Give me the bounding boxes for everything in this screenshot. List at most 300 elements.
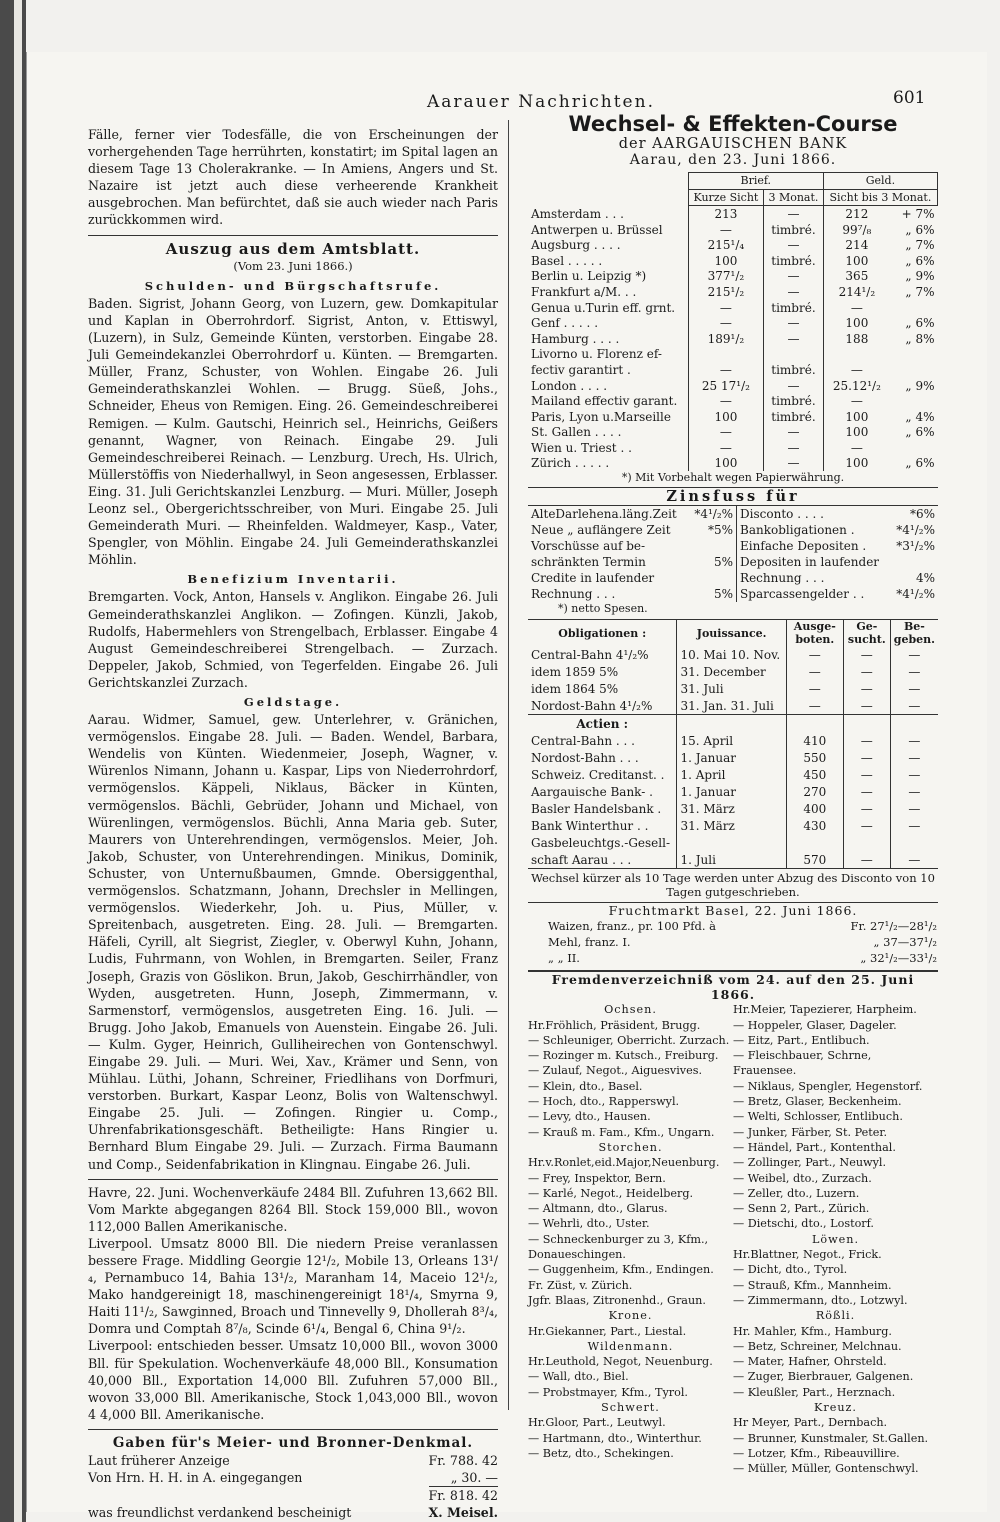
havre-report: Havre, 22. Juni. Wochenverkäufe 2484 Bll. Zufuhren 13,662 Bll. Vom Markte abgegangen 8264 Bll. Stock 159,000 Bll., wovon 112,000 Ballen Amerikanische. bbox=[88, 1184, 498, 1234]
rate-kurz: 215¹/₄ bbox=[688, 237, 763, 253]
security-jouissance: 1. Januar bbox=[677, 749, 786, 766]
actien-row bbox=[528, 834, 938, 851]
column-rule bbox=[508, 120, 509, 1410]
rate-place: Frankfurt a/M. . . bbox=[528, 284, 688, 300]
actien-row bbox=[528, 749, 938, 766]
fruchtmarkt-row bbox=[528, 918, 938, 934]
wechsel-note: Wechsel kürzer als 10 Tage werden unter Abzug des Disconto von 10 Tagen gutgeschrieben. bbox=[528, 868, 938, 899]
divider bbox=[88, 1179, 498, 1180]
interest-row bbox=[528, 554, 938, 570]
rate-percent: „ 6% bbox=[905, 253, 935, 268]
rate-row bbox=[528, 378, 938, 394]
fruchtmarkt-price: „ 37—37¹/₂ bbox=[873, 935, 937, 950]
security-gesucht bbox=[843, 834, 890, 851]
security-ausgeboten: 270 bbox=[786, 783, 843, 800]
guest-entry: Hr.Giekanner, Part., Liestal. bbox=[528, 1324, 687, 1338]
rate-kurz: 189¹/₂ bbox=[688, 331, 763, 347]
guest-entry: — Zimmermann, dto., Lotzwyl. bbox=[733, 1293, 908, 1307]
rate-place: Basel . . . . . bbox=[528, 253, 688, 269]
actien-row bbox=[528, 732, 938, 749]
security-gesucht: — bbox=[843, 851, 890, 868]
rate-row bbox=[528, 456, 938, 472]
security-name: schaft Aarau . . . bbox=[528, 851, 677, 868]
guest-entry: Donaueschingen. bbox=[528, 1248, 626, 1262]
fruchtmarkt-item: Mehl, franz. I. bbox=[548, 935, 631, 950]
obligation-row bbox=[528, 680, 938, 697]
rate-kurz: 100 bbox=[688, 456, 763, 472]
rate-row bbox=[528, 315, 938, 331]
sicht3-header: Sicht bis 3 Monat. bbox=[823, 189, 937, 206]
interest-value: *4¹/₂% bbox=[689, 506, 737, 523]
interest-row bbox=[528, 506, 938, 523]
interest-label: Depositen in laufender bbox=[740, 555, 880, 570]
donation-total: Fr. 818. 42 bbox=[428, 1487, 498, 1503]
interest-label: Neue „ auflängere Zeit bbox=[531, 523, 671, 538]
security-name: Basler Handelsbank . bbox=[528, 800, 677, 817]
rate-geld: — bbox=[850, 300, 863, 315]
rate-3mon: timbré. bbox=[764, 362, 824, 378]
rate-row bbox=[528, 300, 938, 316]
rate-percent bbox=[890, 300, 938, 316]
obligation-row bbox=[528, 646, 938, 663]
security-begeben bbox=[890, 834, 938, 851]
exchange-rates-table bbox=[528, 172, 938, 471]
guest-entry: — Händel, Part., Kontenthal. bbox=[733, 1140, 896, 1154]
security-name: Bank Winterthur . . bbox=[528, 817, 677, 834]
rate-percent: „ 9% bbox=[905, 378, 935, 393]
donations-section bbox=[88, 1435, 498, 1521]
interest-value: *3¹/₂% bbox=[896, 539, 935, 554]
security-ausgeboten: — bbox=[786, 680, 843, 697]
actien-row bbox=[528, 800, 938, 817]
rate-percent: „ 7% bbox=[905, 238, 935, 253]
fruchtmarkt-row bbox=[528, 934, 938, 950]
rates-footnote: *) Mit Vorbehalt wegen Papierwährung. bbox=[621, 471, 845, 485]
guest-entry: — Mater, Hafner, Ohrsteld. bbox=[733, 1355, 887, 1369]
guest-entry: Hr.Meier, Tapezierer, Harpheim. bbox=[733, 1003, 917, 1017]
guest-entry: — Lotzer, Kfm., Ribeauvillire. bbox=[733, 1446, 900, 1460]
zins-title: Zinsfuss für bbox=[666, 488, 800, 506]
guest-entry: — Strauß, Kfm., Mannheim. bbox=[733, 1278, 892, 1292]
security-jouissance: 15. April bbox=[677, 732, 786, 749]
rate-kurz: — bbox=[688, 315, 763, 331]
rate-percent: „ 7% bbox=[905, 284, 935, 299]
fruchtmarkt-table bbox=[528, 918, 938, 966]
security-name: Schweiz. Creditanst. . bbox=[528, 766, 677, 783]
rate-3mon: — bbox=[764, 425, 824, 441]
security-begeben: — bbox=[908, 750, 921, 765]
rate-3mon: timbré. bbox=[764, 222, 824, 238]
interest-value: 5% bbox=[689, 586, 737, 602]
security-begeben: — bbox=[908, 664, 921, 679]
security-ausgeboten: — bbox=[786, 697, 843, 715]
hotel-heading: Storchen. bbox=[598, 1140, 663, 1154]
rate-place: Antwerpen u. Brüssel bbox=[528, 222, 688, 238]
guest-entry: — Fleischbauer, Schrne, Frauensee. bbox=[733, 1049, 872, 1078]
security-jouissance: 1. Januar bbox=[677, 783, 786, 800]
rate-row bbox=[528, 362, 938, 378]
rate-3mon: — bbox=[764, 456, 824, 472]
security-jouissance: 1. Juli bbox=[677, 851, 786, 868]
obligation-row bbox=[528, 663, 938, 680]
guest-entry: Hr.Blattner, Negot., Frick. bbox=[733, 1248, 882, 1262]
rate-row bbox=[528, 206, 938, 222]
page-header-title: Aarauer Nachrichten. bbox=[427, 92, 655, 112]
rate-3mon: timbré. bbox=[764, 409, 824, 425]
guest-entry: — Schleuniger, Oberricht. Zurzach. bbox=[528, 1033, 730, 1047]
security-name: Central-Bahn . . . bbox=[528, 732, 677, 749]
guest-entry: — Altmann, dto., Glarus. bbox=[528, 1202, 668, 1216]
guest-entry: — Bretz, Glaser, Beckenheim. bbox=[733, 1095, 902, 1109]
interest-value: *4¹/₂% bbox=[896, 523, 935, 538]
security-begeben: — bbox=[908, 801, 921, 816]
security-gesucht: — bbox=[843, 766, 890, 783]
guest-entry: — Hartmann, dto., Winterthur. bbox=[528, 1431, 702, 1445]
rate-row bbox=[528, 331, 938, 347]
interest-row bbox=[528, 538, 938, 554]
actien-row bbox=[528, 766, 938, 783]
guest-entry: — Zulauf, Negot., Aiguesvives. bbox=[528, 1064, 703, 1078]
security-jouissance: 31. December bbox=[677, 663, 786, 680]
geldstage-text: Aarau. Widmer, Samuel, gew. Unterlehrer, v. Gränichen, vermögenslos. Eingabe 28. Juli. — Baden. Wendel, Barbara, Wendelis von Künten. Wiedenmeier, Joseph, Wagner, v. Würenlos Nimann, Johann u. Kaspar, Lips von Niederrohrdorf, vermögenslos. Käppeli, Niklaus, Bäcker in Künten, vermögenslos. Bächli, Gebrüder, Johann und Michael, von Würenlingen, vermögenslos. Büchli, Anna Maria geb. Suter, Maurers von Unterehrendingen, vermögenslos. Meier, Joh. Jakob, Schuster, von Unterehrendingen. Minikus, Dominik, Schuster, von Unternußbaumen, Gmnde. Obersiggenthal, vermögenslos. Schatzmann, Johann, Drechsler in Mellingen, vermögenslos. Wiederkehr, Joh. u. Pius, Müller, v. Spreitenbach, ausgetreten. Eing. 28. Juli. — Bremgarten. Häfeli, Cyrill, alt Siegrist, Ziegler, v. Oberwyl Kuhn, Johann, Ludis, Fuhrmann, von Wohlen, in Bremgarten. Seiler, Franz Joseph, Grazis von Göslikon. Brun, Jakob, Geschirrhändler, von Wyden, ausgetreten. Hunn, Joseph, Zimmermann, v. Sarmenstorf, vermögenslos, ausgetreten Eing. 16. Juli. — Brugg. Joho Jakob, Emanuels von Auenstein. Eingabe 26. Juli. — Kulm. Gyger, Heinrich, Gulliheirechen von Gontenschwyl. Eingabe 29. Juli. — Muri. Wei, Xav., Krämer und Senn, von Mühlau. Lüthi, Johann, Schreiner, Friedlihans von Dorfmuri, verstorben. Burkart, Kaspar Leonz, Bolis von Waltenschwyl. Eingabe 25. Juli. — Zofingen. Ringier u. Comp., Uhrenfabrikationsgeschäft. Betheiligte: Hans Ringier u. Bernhard Blum Eingabe 29. Juli. — Zurzach. Firma Baumann und Comp., Seidenfabrikation in Klingnau. Eingabe 26. Juli. bbox=[88, 712, 498, 1172]
fremden-title: Fremdenverzeichniß vom 24. auf den 25. Juni 1866. bbox=[551, 972, 915, 1003]
rate-place: Paris, Lyon u.Marseille bbox=[528, 409, 688, 425]
guest-entry: — Zuger, Bierbrauer, Galgenen. bbox=[733, 1370, 914, 1384]
security-name: idem 1864 5% bbox=[528, 680, 677, 697]
brief-header: Brief. bbox=[688, 173, 823, 190]
schulden-text: Baden. Sigrist, Johann Georg, von Luzern, gew. Domkapitular und Kaplan in Oberrohrdorf. Sigrist, Anton, v. Ettiswyl, (Luzern), in Sulz, Gemeinde Künten, verstorben. Eingabe 28. Juli Gemeindekanzlei Oberrohrdorf u. Künten. — Bremgarten. Müller, Franz, Schuster, von Wohlen. Eingabe 26. Juli Gemeinderathskanzlei Wohlen. — Brugg. Süeß, Johs., Schneider, Eheus von Remigen. Eing. 26. Gemeindeschreiberei Remigen. — Kulm. Gautschi, Heinrich sel., Heinrichs, Geißers genannt, Wagner, von Reinach. Eingabe 29. Juli Gemeindeschreiberei Reinach. — Lenzburg. Urech, Hs. Ulrich, Müllerstöffis von Niederhallwyl, in Seon angesessen, Erblasser. Eing. 31. Juli Gerichtskanzlei Lenzburg. — Muri. Müller, Joseph Leonz sel., Obergerichtsschreiber, von Muri. Eingabe 25. Juli Gemeinderath Muri. — Rheinfelden. Waldmeyer, Kasp., Vater, Spengler, von Möhlin. Eingabe 24. Juli Gemeinderathskanzlei Möhlin. bbox=[88, 295, 498, 568]
benefizium-text: Bremgarten. Vock, Anton, Hansels v. Anglikon. Eingabe 26. Juli Gemeinderathskanzlei Anglikon. — Zofingen. Künzli, Jakob, Rudolfs, Habermehlers von Strengelbach, Erblasser. Eingabe 4 August Gemeindeschreiberei Strengelbach. — Zurzach. Deppeler, Jakob, Schmied, von Tegerfelden. Eingabe 26. Juli Gerichtskanzlei Zurzach. bbox=[88, 589, 498, 690]
interest-label: Sparcassengelder . . bbox=[740, 587, 865, 602]
rate-geld: 100 bbox=[845, 425, 869, 440]
security-name: Nordost-Bahn 4¹/₂% bbox=[528, 697, 677, 715]
rate-row bbox=[528, 284, 938, 300]
guest-entry: Hr Meyer, Part., Dernbach. bbox=[733, 1416, 888, 1430]
rate-3mon: — bbox=[764, 331, 824, 347]
guest-entry: — Betz, Schreiner, Melchnau. bbox=[733, 1339, 902, 1353]
donation-row: Von Hrn. H. H. in A. eingegangen „ 30. — bbox=[88, 1469, 498, 1485]
rate-percent: „ 6% bbox=[905, 222, 935, 237]
rate-place: Amsterdam . . . bbox=[528, 206, 688, 222]
exchange-title: Wechsel- & Effekten-Course bbox=[568, 112, 898, 136]
rate-row bbox=[528, 222, 938, 238]
security-name: Aargauische Bank- . bbox=[528, 783, 677, 800]
guest-entry: — Dietschi, dto., Lostorf. bbox=[733, 1217, 874, 1231]
security-jouissance: 31. Jan. 31. Juli bbox=[677, 697, 786, 715]
rate-geld bbox=[823, 347, 890, 363]
rate-place: fectiv garantirt . bbox=[528, 362, 688, 378]
guest-entry: Fr. Züst, v. Zürich. bbox=[528, 1278, 633, 1292]
guest-entry: — Hoppeler, Glaser, Dageler. bbox=[733, 1018, 897, 1032]
fruchtmarkt-row bbox=[528, 950, 938, 966]
security-ausgeboten: 430 bbox=[786, 817, 843, 834]
rate-kurz: 100 bbox=[688, 253, 763, 269]
security-name: Nordost-Bahn . . . bbox=[528, 749, 677, 766]
security-jouissance: 31. März bbox=[677, 817, 786, 834]
signature: X. Meisel. bbox=[428, 1504, 498, 1520]
security-gesucht: — bbox=[843, 817, 890, 834]
rate-place: St. Gallen . . . . bbox=[528, 425, 688, 441]
guest-entry: — Zeller, dto., Luzern. bbox=[733, 1186, 860, 1200]
rate-geld: 100 bbox=[845, 253, 869, 268]
zins-footnote: *) netto Spesen. bbox=[558, 602, 648, 616]
fruchtmarkt-item: „ „ II. bbox=[548, 951, 580, 966]
guest-entry: — Rozinger m. Kutsch., Freiburg. bbox=[528, 1049, 719, 1063]
rate-kurz: — bbox=[688, 425, 763, 441]
rate-3mon: — bbox=[764, 315, 824, 331]
amtsblatt-date: (Vom 23. Juni 1866.) bbox=[233, 258, 353, 273]
interest-label: AlteDarlehena.läng.Zeit bbox=[531, 507, 677, 522]
interest-value bbox=[891, 554, 938, 570]
rate-row bbox=[528, 237, 938, 253]
guest-entry: Hr.Gloor, Part., Leutwyl. bbox=[528, 1416, 666, 1430]
fruchtmarkt-price: „ 32¹/₂—33¹/₂ bbox=[860, 951, 937, 966]
guest-entry: — Schneckenburger zu 3, Kfm., bbox=[528, 1232, 709, 1246]
security-name: Gasbeleuchtgs.-Gesell- bbox=[528, 834, 677, 851]
interest-label: Bankobligationen . bbox=[740, 523, 855, 538]
amtsblatt-title: Auszug aus dem Amtsblatt. bbox=[165, 239, 421, 258]
guest-entry: — Müller, Müller, Gontenschwyl. bbox=[733, 1462, 919, 1476]
security-ausgeboten: 450 bbox=[786, 766, 843, 783]
rate-3mon: timbré. bbox=[764, 253, 824, 269]
security-name: idem 1859 5% bbox=[528, 663, 677, 680]
security-begeben: — bbox=[908, 681, 921, 696]
rate-percent: „ 6% bbox=[905, 425, 935, 440]
security-begeben: — bbox=[908, 698, 921, 713]
rate-row bbox=[528, 440, 938, 456]
rate-percent: „ 8% bbox=[905, 331, 935, 346]
fruchtmarkt-price: Fr. 27¹/₂—28¹/₂ bbox=[850, 919, 937, 934]
rate-percent bbox=[890, 393, 938, 409]
guest-entry: — Wehrli, dto., Uster. bbox=[528, 1217, 650, 1231]
guest-entry: — Kleußler, Part., Herznach. bbox=[733, 1385, 896, 1399]
rate-row bbox=[528, 425, 938, 441]
guest-entry: — Senn 2, Part., Zürich. bbox=[733, 1202, 870, 1216]
interest-value bbox=[689, 570, 737, 586]
rate-3mon: — bbox=[764, 284, 824, 300]
interest-value: *6% bbox=[909, 507, 935, 522]
rate-row bbox=[528, 253, 938, 269]
interest-value: 5% bbox=[689, 554, 737, 570]
interest-label: Rechnung . . . bbox=[740, 571, 825, 586]
rate-place: Genua u.Turin eff. grnt. bbox=[528, 300, 688, 316]
guest-entry: — Eitz, Part., Entlibuch. bbox=[733, 1033, 870, 1047]
rate-percent: „ 6% bbox=[905, 316, 935, 331]
guest-entry: — Wall, dto., Biel. bbox=[528, 1370, 629, 1384]
security-gesucht: — bbox=[843, 680, 890, 697]
rate-kurz: 100 bbox=[688, 409, 763, 425]
page-number: 601 bbox=[893, 88, 926, 108]
interest-label: Disconto . . . . bbox=[740, 507, 824, 522]
rate-3mon: — bbox=[764, 440, 824, 456]
security-gesucht: — bbox=[843, 697, 890, 715]
rate-3mon: — bbox=[764, 237, 824, 253]
rate-kurz bbox=[688, 347, 763, 363]
security-jouissance: 31. Juli bbox=[677, 680, 786, 697]
interest-table bbox=[528, 505, 938, 602]
security-jouissance: 31. März bbox=[677, 800, 786, 817]
security-ausgeboten: — bbox=[786, 646, 843, 663]
security-gesucht: — bbox=[843, 783, 890, 800]
security-gesucht: — bbox=[843, 646, 890, 663]
guest-entry: — Klein, dto., Basel. bbox=[528, 1079, 643, 1093]
security-gesucht: — bbox=[843, 663, 890, 680]
hotel-heading: Wildenmann. bbox=[587, 1339, 674, 1353]
right-column bbox=[528, 112, 938, 1476]
geldstage-heading: Geldstage. bbox=[243, 695, 343, 709]
bank-name: der AARGAUISCHEN BANK bbox=[618, 136, 848, 152]
security-begeben: — bbox=[908, 818, 921, 833]
security-ausgeboten bbox=[786, 834, 843, 851]
guest-entry: Hr.Leuthold, Negot, Neuenburg. bbox=[528, 1355, 713, 1369]
actien-row bbox=[528, 783, 938, 800]
rate-geld: — bbox=[850, 394, 863, 409]
rate-percent: „ 9% bbox=[905, 269, 935, 284]
interest-label: Rechnung . . . bbox=[531, 587, 616, 602]
guest-list-right bbox=[733, 1002, 938, 1476]
security-ausgeboten: 570 bbox=[786, 851, 843, 868]
rate-kurz: 213 bbox=[688, 206, 763, 222]
hotel-heading: Krone. bbox=[608, 1309, 653, 1323]
donation-footer: was freundlichst verdankend bescheinigt X. Meisel. bbox=[88, 1504, 498, 1520]
rate-kurz: — bbox=[688, 440, 763, 456]
interest-value: *5% bbox=[689, 522, 737, 538]
rate-place: Hamburg . . . . bbox=[528, 331, 688, 347]
cholera-report: Fälle, ferner vier Todesfälle, die von Erscheinungen der vorhergehenden Tage herrührten, konstatirt; im Spital lagen an diesem Tage 13 Cholerakranke. — In Amiens, Angers und St. Nazaire ist jetzt auch diese verheerende Krankheit ausgebrochen. Man befürchtet, daß sie auch wieder nach Paris zurückkommen wird. bbox=[88, 127, 498, 228]
security-ausgeboten: — bbox=[786, 663, 843, 680]
guest-entry: — Levy, dto., Hausen. bbox=[528, 1110, 651, 1124]
rate-row bbox=[528, 393, 938, 409]
rate-percent bbox=[890, 347, 938, 363]
hotel-heading: Ochsen. bbox=[604, 1003, 657, 1017]
rate-3mon: — bbox=[764, 269, 824, 285]
guest-entry: — Frey, Inspektor, Bern. bbox=[528, 1171, 666, 1185]
rate-kurz: 215¹/₂ bbox=[688, 284, 763, 300]
rate-place: Genf . . . . . bbox=[528, 315, 688, 331]
guest-entry: — Betz, dto., Schekingen. bbox=[528, 1446, 674, 1460]
guest-entry: — Krauß m. Fam., Kfm., Ungarn. bbox=[528, 1125, 715, 1139]
rate-geld: 99⁷/₈ bbox=[842, 222, 872, 237]
guest-entry: — Welti, Schlosser, Entlibuch. bbox=[733, 1110, 903, 1124]
rate-3mon: — bbox=[764, 378, 824, 394]
rate-percent: „ 4% bbox=[905, 409, 935, 424]
donation-row: Laut früherer Anzeige Fr. 788. 42 bbox=[88, 1452, 498, 1468]
benefizium-heading: Benefizium Inventarii. bbox=[187, 572, 399, 587]
guest-entry: — Niklaus, Spengler, Hegenstorf. bbox=[733, 1079, 923, 1093]
guest-entry: Hr.v.Ronlet,eid.Major,Neuenburg. bbox=[528, 1156, 720, 1170]
binding-shadow bbox=[0, 0, 26, 1522]
interest-label: Credite in laufender bbox=[531, 571, 655, 586]
security-begeben: — bbox=[908, 647, 921, 662]
interest-label: Vorschüsse auf be- bbox=[531, 539, 646, 554]
rate-row bbox=[528, 347, 938, 363]
guest-entry: — Probstmayer, Kfm., Tyrol. bbox=[528, 1385, 688, 1399]
security-ausgeboten: 550 bbox=[786, 749, 843, 766]
geld-header: Geld. bbox=[823, 173, 937, 190]
liverpool-report-2: Liverpool: entschieden besser. Umsatz 10,000 Bll., wovon 3000 Bll. für Spekulation. Wochenverkäufe 48,000 Bll., Konsumation 40,000 Bll., Exportation 14,000 Bll. Zufuhren 57,000 Bll., wovon 33,000 Bll. Amerikanische, Stock 1,043,000 Bll., wovon 4 4,000 Bll. Amerikanische. bbox=[88, 1338, 498, 1422]
donations-title: Gaben für's Meier- und Bronner-Denkmal. bbox=[112, 1434, 474, 1451]
actien-row bbox=[528, 817, 938, 834]
hotel-heading: Kreuz. bbox=[814, 1401, 857, 1414]
left-column bbox=[88, 126, 498, 1521]
rate-percent bbox=[890, 362, 938, 378]
hotel-heading: Löwen. bbox=[811, 1232, 860, 1246]
rate-percent: + 7% bbox=[901, 206, 935, 221]
guest-entry: — Zollinger, Part., Neuwyl. bbox=[733, 1156, 887, 1170]
rate-geld: 212 bbox=[845, 206, 869, 221]
rate-place: London . . . . bbox=[528, 378, 688, 394]
actien-label: Actien : bbox=[528, 715, 677, 733]
interest-value: 4% bbox=[915, 571, 935, 586]
divider bbox=[88, 235, 498, 236]
interest-label: schränkten Termin bbox=[531, 555, 646, 570]
previous-page-edge bbox=[14, 0, 22, 1522]
security-gesucht: — bbox=[843, 749, 890, 766]
rate-place: Augsburg . . . . bbox=[528, 237, 688, 253]
security-gesucht: — bbox=[843, 800, 890, 817]
guest-entry: — Dicht, dto., Tyrol. bbox=[733, 1263, 848, 1277]
rate-percent bbox=[890, 440, 938, 456]
rate-geld: — bbox=[850, 440, 863, 455]
rate-kurz: 25 17¹/₂ bbox=[688, 378, 763, 394]
guest-entry: — Junker, Färber, St. Peter. bbox=[733, 1125, 888, 1139]
security-begeben: — bbox=[908, 784, 921, 799]
hotel-heading: Rößli. bbox=[815, 1309, 856, 1323]
rate-geld: — bbox=[850, 362, 863, 377]
security-begeben: — bbox=[908, 733, 921, 748]
interest-row bbox=[528, 522, 938, 538]
rate-kurz: 377¹/₂ bbox=[688, 269, 763, 285]
obligation-row bbox=[528, 697, 938, 715]
security-jouissance: 10. Mai 10. Nov. bbox=[677, 646, 786, 663]
actien-row bbox=[528, 851, 938, 868]
rate-kurz: — bbox=[688, 362, 763, 378]
guest-entry: Jgfr. Blaas, Zitronenhd., Graun. bbox=[528, 1293, 706, 1307]
rate-kurz: — bbox=[688, 222, 763, 238]
guest-entry: — Brunner, Kunstmaler, St.Gallen. bbox=[733, 1431, 929, 1445]
interest-row bbox=[528, 586, 938, 602]
security-ausgeboten: 400 bbox=[786, 800, 843, 817]
liverpool-report: Liverpool. Umsatz 8000 Bll. Die niedern Preise veranlassen bessere Frage. Middling Georgie 12¹/₂, Mobile 13, Orleans 13¹/₄, Pernambuco 14, Bahia 13¹/₂, Maranham 14, Maceio 12¹/₂, Mako handgereinigt 18, maschinengereinigt 18¹/₄, Smyrna 9, Haiti 11¹/₂, Sawginned, Broach und Tinnevelly 9, Dhollerah 8³/₄, Domra und Comptah 8⁷/₈, Scinde 6¹/₄, Bengal 6, China 9¹/₂. bbox=[88, 1235, 498, 1337]
security-ausgeboten: 410 bbox=[786, 732, 843, 749]
guest-entry: Hr. Mahler, Kfm., Hamburg. bbox=[733, 1324, 892, 1338]
rate-geld: 188 bbox=[845, 331, 869, 346]
rate-row bbox=[528, 269, 938, 285]
rate-geld: 365 bbox=[845, 269, 869, 284]
rate-geld: 214¹/₂ bbox=[838, 284, 876, 299]
security-begeben: — bbox=[908, 852, 921, 867]
fruchtmarkt-item: Waizen, franz., pr. 100 Pfd. à bbox=[548, 919, 717, 934]
dateline: Aarau, den 23. Juni 1866. bbox=[629, 152, 837, 168]
interest-value: *4¹/₂% bbox=[896, 587, 935, 602]
security-name: Central-Bahn 4¹/₂% bbox=[528, 646, 677, 663]
rate-place: Zürich . . . . . bbox=[528, 456, 688, 472]
rate-geld: 100 bbox=[845, 409, 869, 424]
rate-3mon: timbré. bbox=[764, 300, 824, 316]
rate-place: Mailand effectiv garant. bbox=[528, 393, 688, 409]
interest-row bbox=[528, 570, 938, 586]
guest-entry: — Karlé, Negot., Heidelberg. bbox=[528, 1186, 694, 1200]
guest-list bbox=[528, 1002, 938, 1476]
security-begeben: — bbox=[908, 767, 921, 782]
security-jouissance bbox=[677, 834, 786, 851]
guest-entry: Hr.Fröhlich, Präsident, Brugg. bbox=[528, 1018, 701, 1032]
interest-label: Einfache Depositen . bbox=[740, 539, 867, 554]
rate-row bbox=[528, 409, 938, 425]
rate-geld: 25.12¹/₂ bbox=[832, 378, 881, 393]
rate-3mon: — bbox=[764, 206, 824, 222]
rate-geld: 214 bbox=[845, 238, 869, 253]
